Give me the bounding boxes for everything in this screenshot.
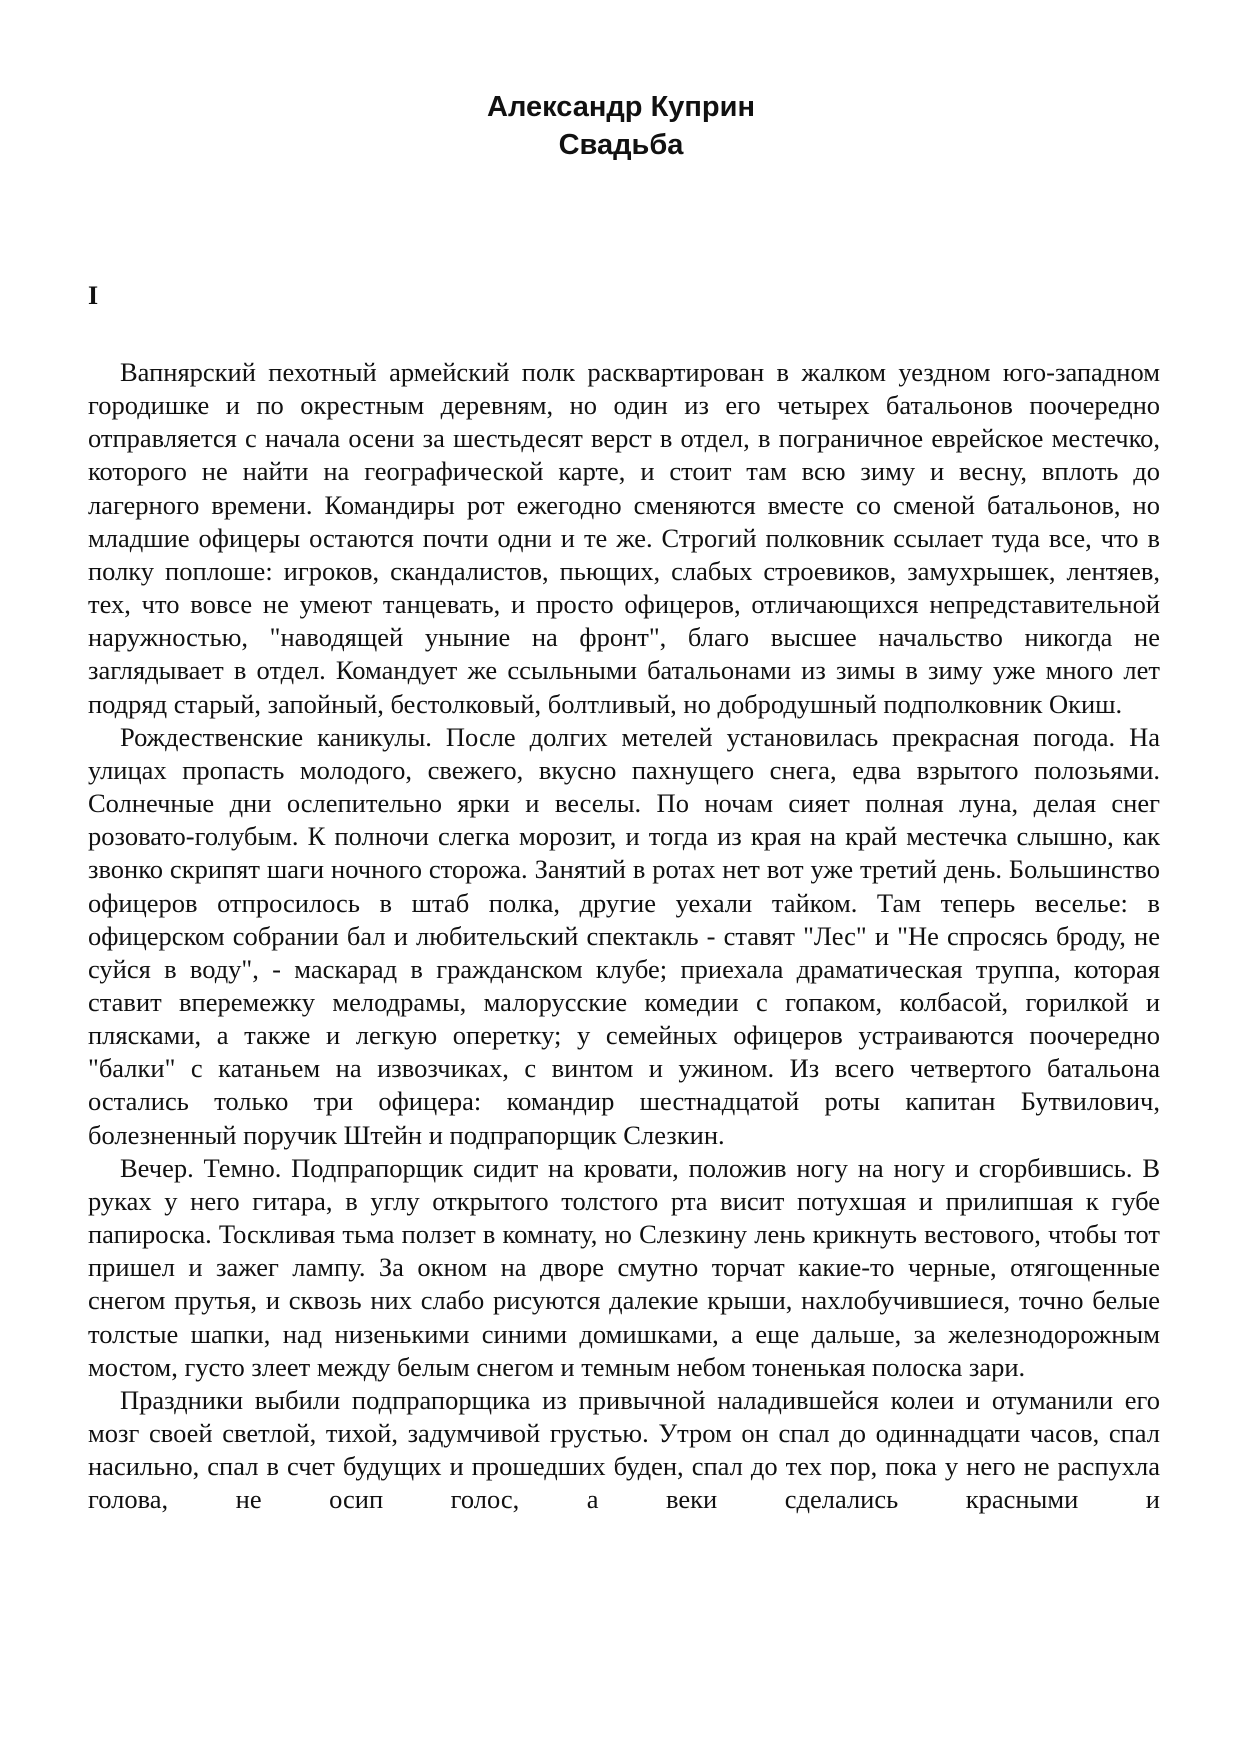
paragraph-4: Праздники выбили подпрапорщика из привычной наладившейся колеи и отуманили его мозг своей светлой, тихой, задумчивой грустью. Утром он спал до одиннадцати часов, спал насильно, спал в счет будущих и прошедших буден, спал до тех пор, пока у него не распухла голова, не осип голос, а веки сделались красными и — [88, 1384, 1160, 1515]
story-title: Свадьба — [558, 129, 684, 161]
chapter-number: I — [88, 281, 99, 310]
paragraph-1: Вапнярский пехотный армейский полк расквартирован в жалком уездном юго-западном городишке и по окрестным деревням, но один из его четырех батальонов поочередно отправляется с начала осени за шестьдесят верст в отдел, в пограничное еврейское местечко, которого не найти на географической карте, и стоит там всю зиму и весну, вплоть до лагерного времени. Командиры рот ежегодно сменяются вместе со сменой батальонов, но младшие офицеры остаются почти одни и те же. Строгий полковник ссылает туда все, что в полку поплоше: игроков, скандалистов, пьющих, слабых строевиков, замухрышек, лентяев, тех, что вовсе не умеют танцевать, и просто офицеров, отличающихся непредставительной наружностью, "наводящей уныние на фронт", благо высшее начальство никогда не заглядывает в отдел. Командует же ссыльными батальонами из зимы в зиму уже много лет подряд старый, запойный, бестолковый, болтливый, но добродушный подполковник Окиш. — [88, 357, 1160, 719]
paragraph-3: Вечер. Темно. Подпрапорщик сидит на кровати, положив ногу на ногу и сгорбившись. В руках у него гитара, в углу открытого толстого рта висит потухшая и прилипшая к губе папироска. Тоскливая тьма ползет в комнату, но Слезкину лень крикнуть вестового, чтобы тот пришел и зажег лампу. За окном на дворе смутно торчат какие-то черные, отягощенные снегом прутья, и сквозь них слабо рисуются далекие крыши, нахлобучившиеся, точно белые толстые шапки, над низенькими синими домишками, а еще дальше, за железнодорожным мостом, густо злеет между белым снегом и темным небом тоненькая полоска зари. — [88, 1152, 1160, 1382]
body-text — [88, 356, 1160, 1516]
title-block — [0, 88, 1242, 164]
paragraph-2: Рождественские каникулы. После долгих метелей установилась прекрасная погода. На улицах пропасть молодого, свежего, вкусно пахнущего снега, едва взрытого полозьями. Солнечные дни ослепительно ярки и веселы. По ночам сияет полная луна, делая снег розовато-голубым. К полночи слегка морозит, и тогда из края на край местечка слышно, как звонко скрипят шаги ночного сторожа. Занятий в ротах нет вот уже третий день. Большинство офицеров отпросилось в штаб полка, другие уехали тайком. Там теперь веселье: в офицерском собрании бал и любительский спектакль - ставят "Лес" и "Не спросясь броду, не суйся в воду", - маскарад в гражданском клубе; приехала драматическая труппа, которая ставит вперемежку мелодрамы, малорусские комедии с гопаком, колбасой, горилкой и плясками, а также и легкую оперетку; у семейных офицеров устраиваются поочередно "балки" с катаньем на извозчиках, с винтом и ужином. Из всего четвертого батальона остались только три офицера: командир шестнадцатой роты капитан Бутвилович, болезненный поручик Штейн и подпрапорщик Слезкин. — [88, 721, 1160, 1150]
author-name: Александр Куприн — [487, 91, 755, 123]
